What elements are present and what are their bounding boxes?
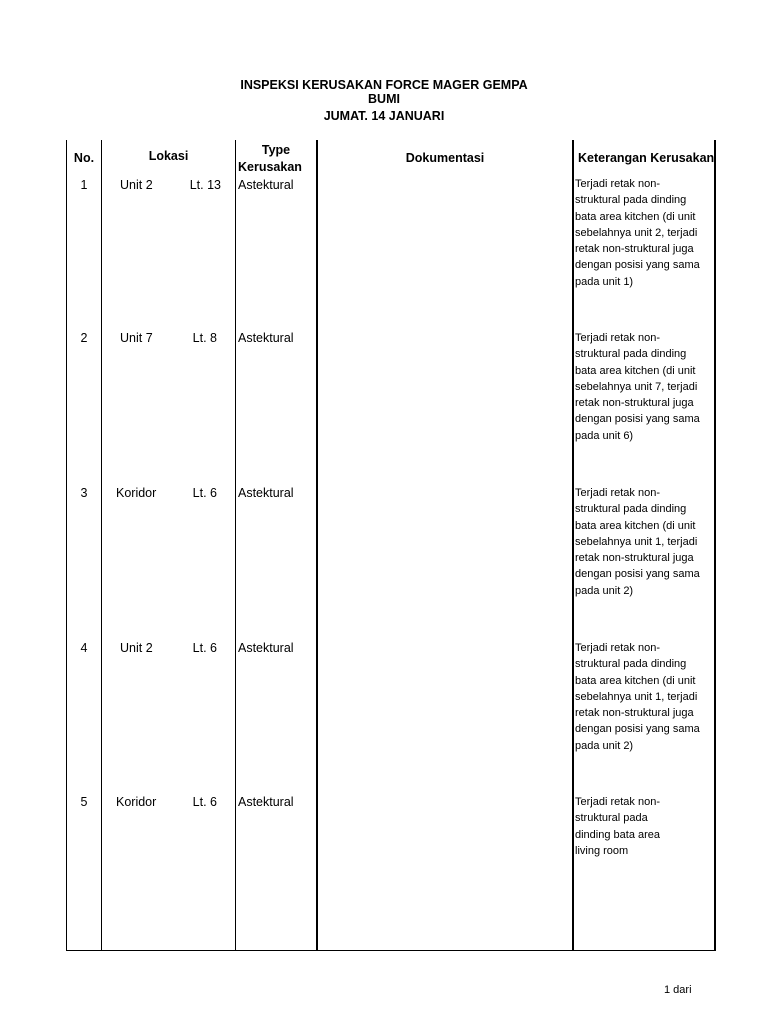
row-unit: Unit 7: [120, 331, 153, 345]
header-keterangan: Keterangan Kerusakan: [578, 151, 715, 165]
table-border-bottom: [66, 950, 716, 951]
row-unit: Koridor: [116, 795, 157, 809]
row-description: Terjadi retak non- struktural pada dinding bata area kitchen (di unit sebelahnya unit 1, terjadi retak non-struktural juga dengan posisi yang sama pada unit 2): [575, 642, 700, 752]
row-number: 4: [80, 641, 88, 655]
column-divider-dokumentasi: [572, 140, 574, 951]
row-type: Astektural: [238, 641, 294, 655]
page-number: 1 dari: [664, 984, 692, 996]
row-number: 2: [80, 331, 88, 345]
row-type: Astektural: [238, 331, 294, 345]
table-border-left: [66, 140, 67, 951]
document-title: INSPEKSI KERUSAKAN FORCE MAGER GEMPA: [240, 78, 528, 92]
row-floor: Lt. 8: [192, 331, 217, 345]
column-divider-lokasi: [235, 140, 236, 951]
row-floor: Lt. 6: [192, 795, 217, 809]
row-unit: Koridor: [116, 486, 157, 500]
row-description: Terjadi retak non- struktural pada dinding bata area kitchen (di unit sebelahnya unit 1, terjadi retak non-struktural juga dengan posisi yang sama pada unit 2): [575, 487, 700, 597]
row-type: Astektural: [238, 795, 294, 809]
row-number: 3: [80, 486, 88, 500]
header-no: No.: [73, 151, 95, 165]
column-divider-no: [101, 140, 102, 951]
row-description: Terjadi retak non- struktural pada dinding bata area kitchen (di unit sebelahnya unit 2, terjadi retak non-struktural juga dengan posisi yang sama pada unit 1): [575, 178, 700, 288]
row-unit: Unit 2: [120, 178, 153, 192]
header-dokumentasi: Dokumentasi: [405, 151, 485, 165]
row-description: Terjadi retak non- struktural pada dinding bata area living room: [575, 796, 661, 857]
header-type: Type: [261, 143, 291, 157]
row-number: 5: [80, 795, 88, 809]
document-date: JUMAT. 14 JANUARI: [323, 109, 445, 123]
header-type-kerusakan: Kerusakan: [238, 160, 302, 174]
row-floor: Lt. 6: [192, 486, 217, 500]
header-lokasi: Lokasi: [148, 149, 189, 163]
column-divider-type: [316, 140, 318, 951]
row-floor: Lt. 6: [192, 641, 217, 655]
row-floor: Lt. 13: [189, 178, 221, 192]
document-title-continued: BUMI: [368, 92, 400, 106]
row-type: Astektural: [238, 178, 294, 192]
row-unit: Unit 2: [120, 641, 153, 655]
row-number: 1: [80, 178, 88, 192]
row-description: Terjadi retak non- struktural pada dinding bata area kitchen (di unit sebelahnya unit 7, terjadi retak non-struktural juga dengan posisi yang sama pada unit 6): [575, 332, 700, 442]
row-type: Astektural: [238, 486, 294, 500]
